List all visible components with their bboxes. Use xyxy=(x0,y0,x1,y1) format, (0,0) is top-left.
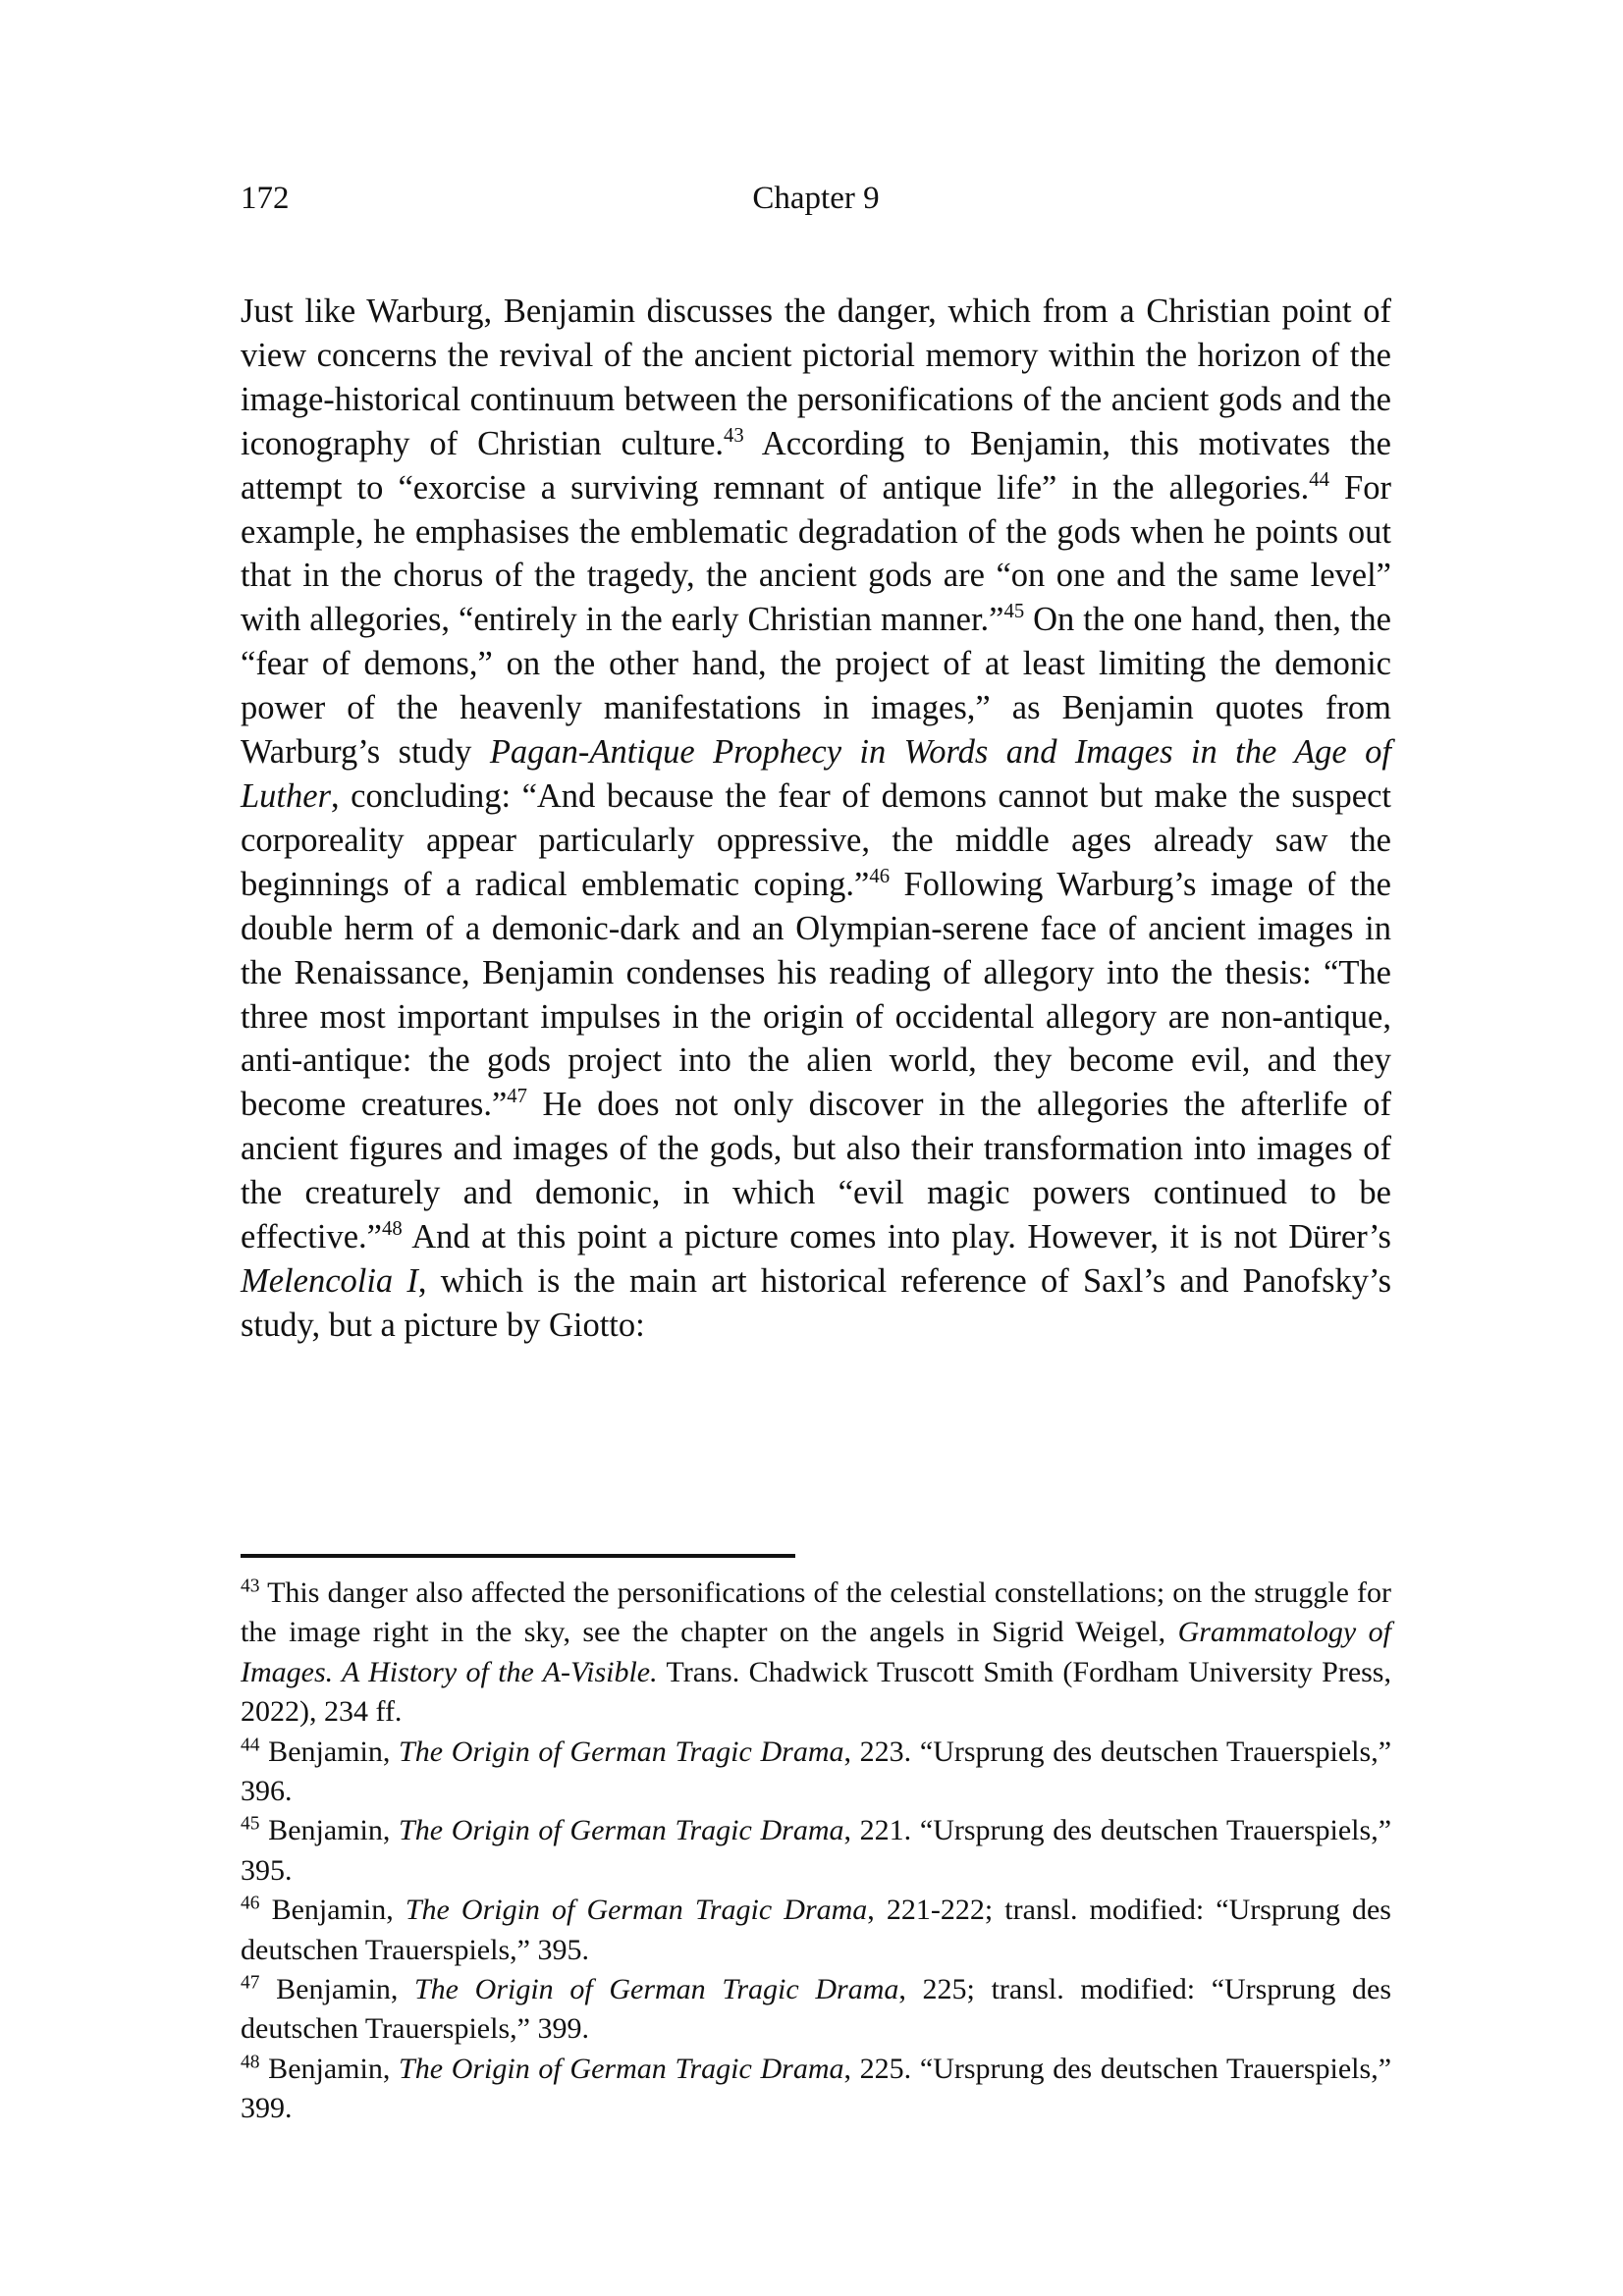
footnote-divider xyxy=(241,1554,795,1558)
footnote-text: , 225. “Ursprung des deutschen Trauerspiels,” 399. xyxy=(241,2052,1392,2125)
footnote-number: 47 xyxy=(241,1972,260,1994)
body-paragraph xyxy=(241,290,1391,1348)
footnote-ref-47[interactable]: 47 xyxy=(507,1086,527,1108)
footnote-italic: The Origin of German Tragic Drama xyxy=(399,2052,844,2085)
footnote-text: , 225; transl. modified: “Ursprung des deutschen Trauerspiels,” 399. xyxy=(241,1973,1392,2046)
chapter-title: Chapter 9 xyxy=(752,181,880,216)
footnote-text: Trans. Chadwick Truscott Smith (Fordham University Press, 2022), 234 ff. xyxy=(241,1655,1391,1729)
body-text-segment: He does not only discover in the allegories the afterlife of ancient figures and images of the gods, but also their transformation into images of the creaturely and demonic, in which “evil magic powers continued to be effective.” xyxy=(241,1086,1391,1256)
footnote-text: , 221-222; transl. modified: “Ursprung des deutschen Trauerspiels,” 395. xyxy=(241,1894,1391,1966)
running-head xyxy=(241,177,1391,220)
footnote-text: Benjamin, xyxy=(259,1894,406,1927)
footnote-text: Benjamin, xyxy=(259,1735,400,1768)
page-number: 172 xyxy=(241,181,290,216)
footnote-ref-48[interactable]: 48 xyxy=(381,1218,403,1241)
footnote-text: Benjamin, xyxy=(259,2052,400,2085)
footnote-ref-44[interactable]: 44 xyxy=(1309,468,1329,491)
footnote-italic: The Origin of German Tragic Drama xyxy=(399,1735,844,1768)
footnote-ref-46[interactable]: 46 xyxy=(869,865,891,887)
body-text-segment: Following Warburg’s image of the double herm of a demonic-dark and an Olympian-serene face of ancient images in the Renaissance, Benjamin condenses his reading of allegory into the thesis: “The three most important impulses in the origin of occidental allegory are non-antique, anti-antique: the gods project into the alien world, they become evil, and they become creatures.” xyxy=(241,865,1391,1124)
footnote-text: Benjamin, xyxy=(259,1973,414,2006)
footnote-text: , 223. “Ursprung des deutschen Trauerspiels,” 396. xyxy=(241,1735,1392,1808)
footnote-italic: The Origin of German Tragic Drama xyxy=(405,1894,868,1927)
footnote-43 xyxy=(241,1574,1391,1733)
footnote-number: 44 xyxy=(241,1734,260,1755)
body-text-segment: Just like Warburg, Benjamin discusses the danger, which from a Christian point of view concerns the revival of the ancient pictorial memory within the horizon of the image-historical continuum between the personifications of the ancient gods and the iconography of Christian culture. xyxy=(241,293,1391,462)
footnote-45 xyxy=(241,1811,1391,1891)
body-text-segment: According to Benjamin, this motivates the attempt to “exorcise a surviving remnant of antique life” in the allegories. xyxy=(241,424,1391,507)
footnote-46 xyxy=(241,1891,1391,1970)
footnote-italic: The Origin of German Tragic Drama xyxy=(399,1814,844,1847)
footnote-number: 43 xyxy=(241,1575,260,1597)
footnote-number: 45 xyxy=(241,1813,260,1835)
book-title-italic: Pagan-Antique Prophecy in Words and Images in the Age of Luther xyxy=(241,733,1391,815)
footnote-44 xyxy=(241,1733,1391,1812)
body-text-segment: , concluding: “And because the fear of demons cannot but make the suspect corporeality appear particularly oppressive, the middle ages already saw the beginnings of a radical emblematic coping.” xyxy=(241,776,1391,903)
footnote-ref-43[interactable]: 43 xyxy=(724,424,744,447)
footnote-ref-45[interactable]: 45 xyxy=(1003,601,1025,623)
artwork-title-italic: Melencolia I xyxy=(241,1261,418,1300)
footnote-48 xyxy=(241,2050,1391,2129)
main-text xyxy=(241,290,1391,1348)
footnote-number: 48 xyxy=(241,2052,260,2073)
footnote-italic: Grammatology of Images. A History of the A-Visible. xyxy=(241,1616,1391,1688)
footnote-text: Benjamin, xyxy=(259,1814,400,1847)
footnote-number: 46 xyxy=(241,1893,260,1914)
footnote-47 xyxy=(241,1970,1391,2050)
body-text-segment: On the one hand, then, the “fear of demons,” on the other hand, the project of at least limiting the demonic power of the heavenly manifestations in images,” as Benjamin quotes from Warburg’s study xyxy=(241,601,1391,772)
footnotes xyxy=(241,1574,1391,2129)
footnote-text: , 221. “Ursprung des deutschen Trauerspiels,” 395. xyxy=(241,1814,1392,1887)
footnote-text: This danger also affected the personifications of the celestial constellations; on the struggle for the image right in the sky, see the chapter on the angels in Sigrid Weigel, xyxy=(241,1576,1391,1649)
body-text-segment: , which is the main art historical reference of Saxl’s and Panofsky’s study, but a picture by Giotto: xyxy=(241,1261,1392,1344)
body-text-segment: And at this point a picture comes into play. However, it is not Dürer’s xyxy=(402,1218,1391,1256)
footnote-italic: The Origin of German Tragic Drama xyxy=(414,1973,899,2006)
body-text-segment: For example, he emphasises the emblematic degradation of the gods when he points out that in the chorus of the tragedy, the ancient gods are “on one and the same level” with allegories, “entirely in the early Christian manner.” xyxy=(241,468,1391,639)
